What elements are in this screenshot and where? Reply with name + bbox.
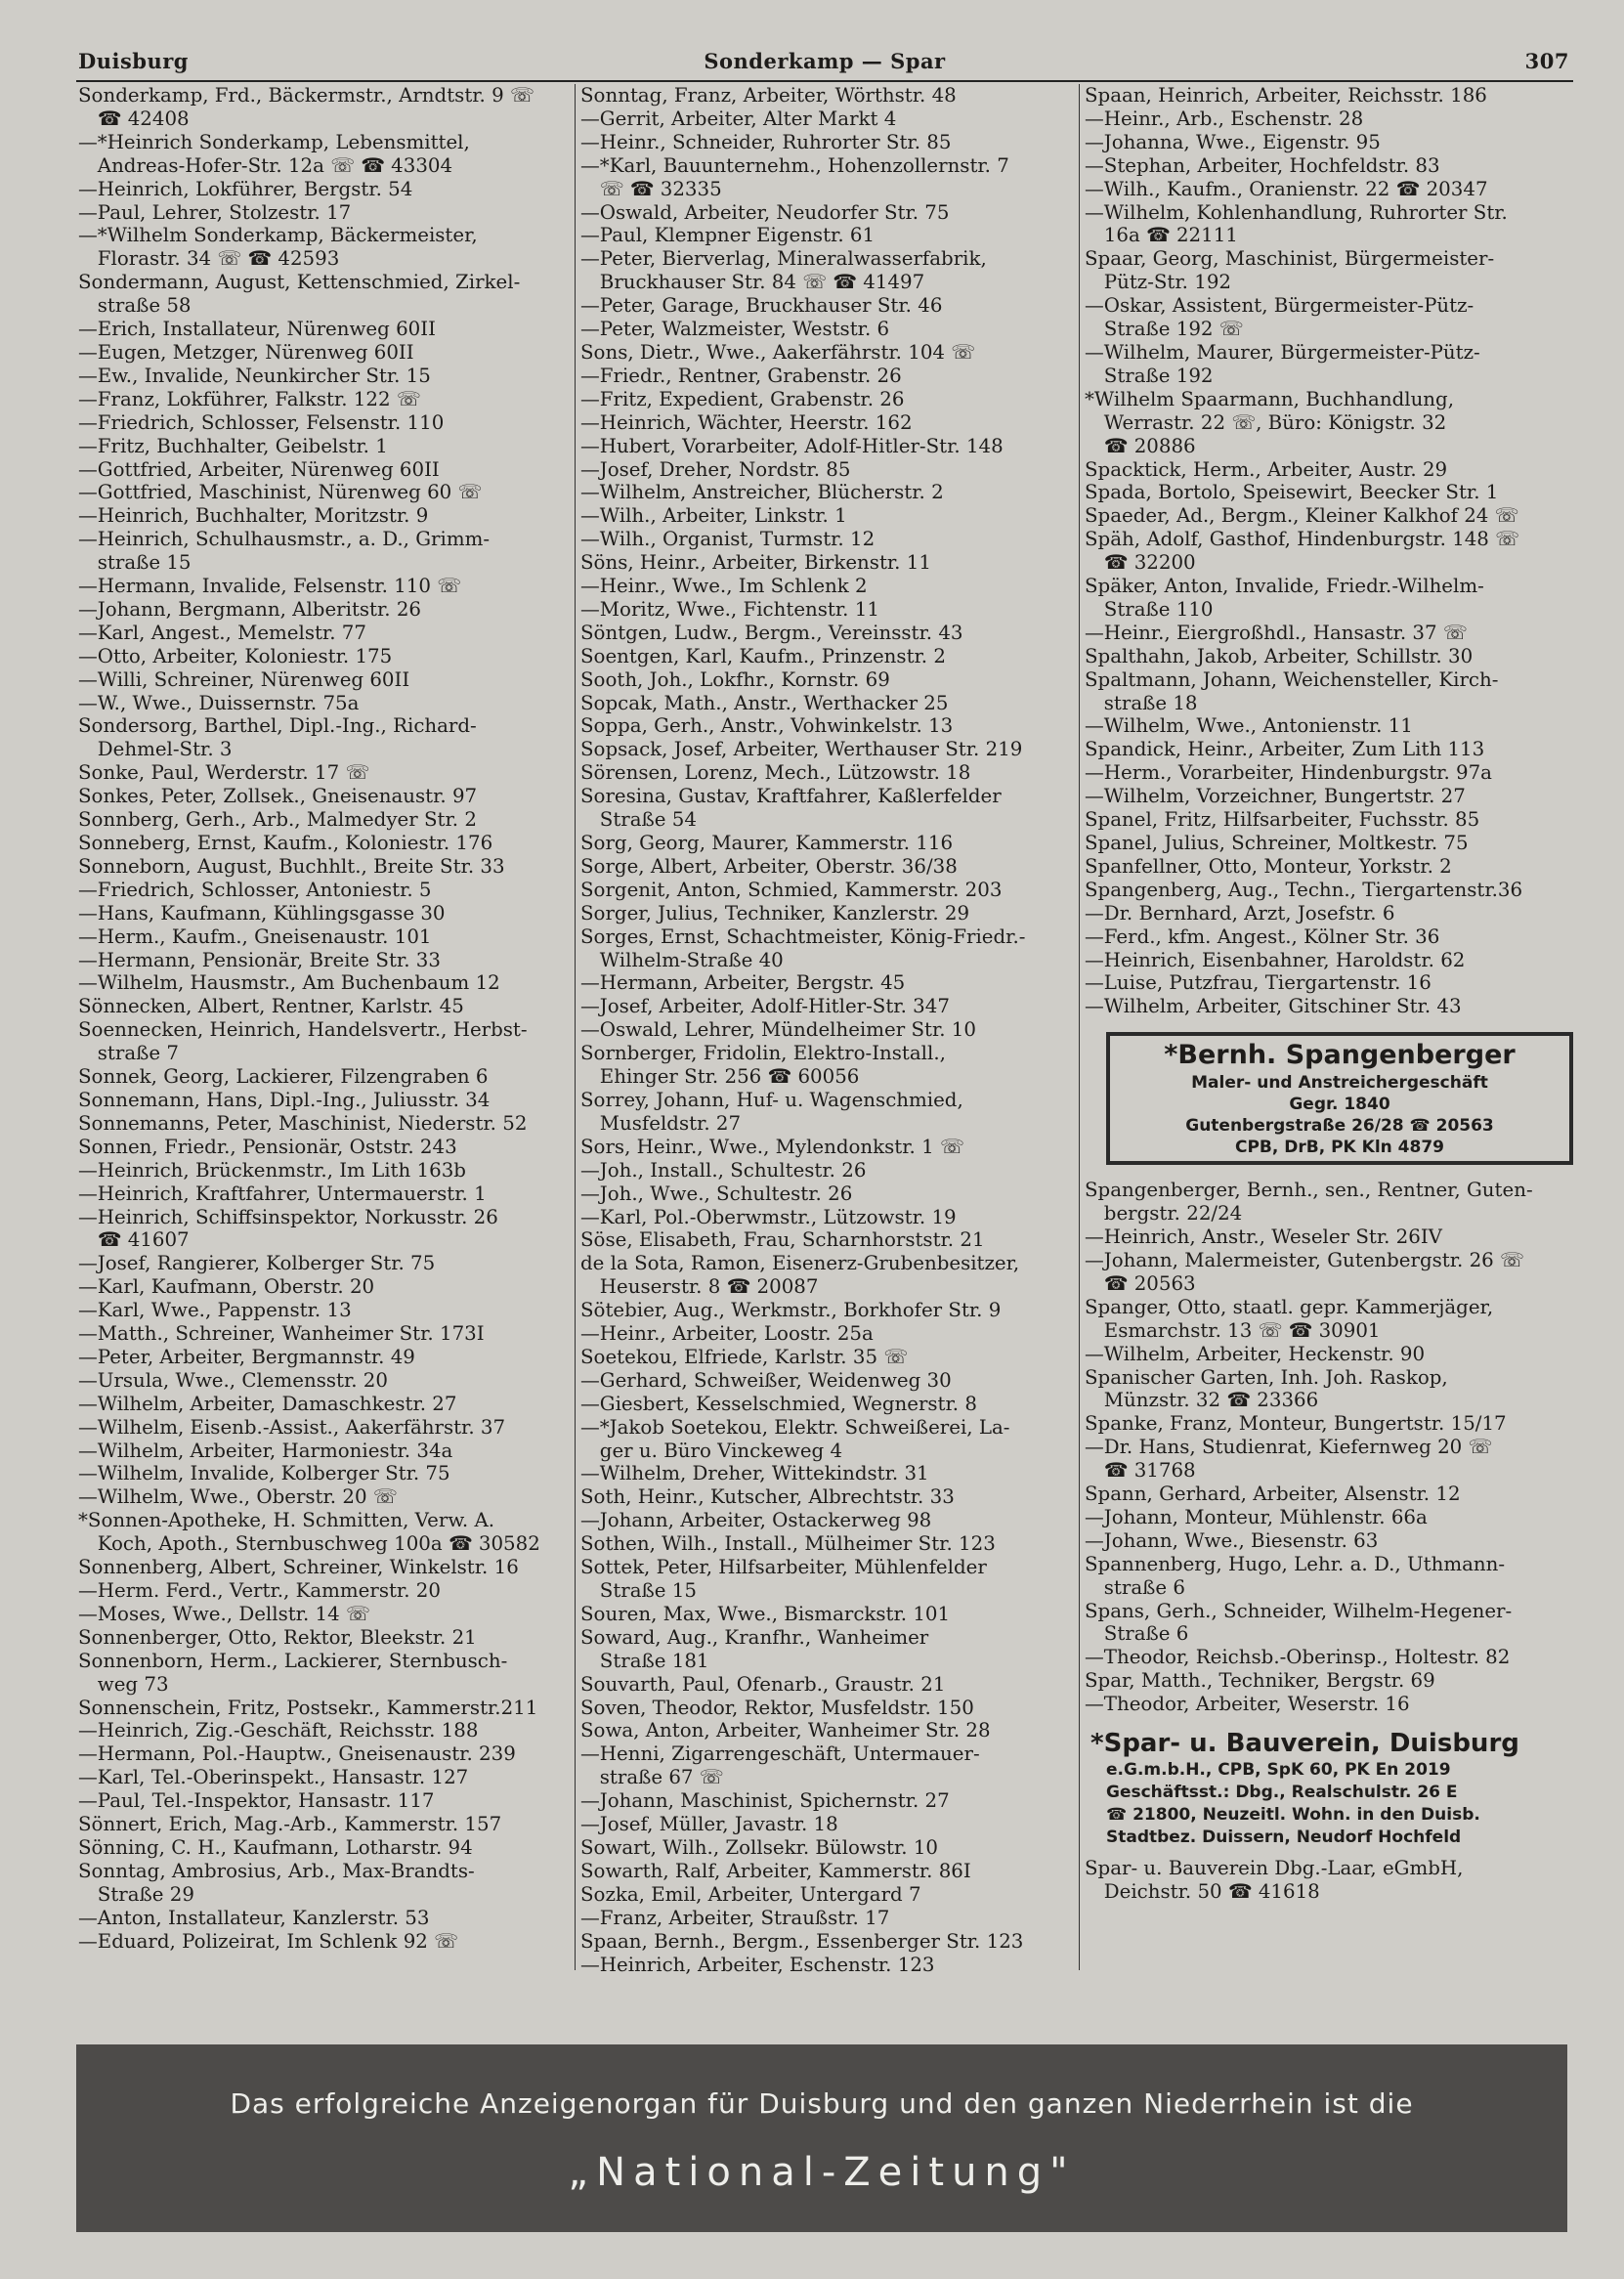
directory-entry: —Heinrich, Zig.-Geschäft, Reichsstr. 188: [78, 1719, 479, 1742]
directory-entry: Sonnek, Georg, Lackierer, Filzengraben 6: [78, 1065, 489, 1089]
directory-entry: —Heinr., Eiergroßhdl., Hansastr. 37 ☏: [1085, 621, 1468, 644]
directory-entry: ☎ 20886: [1085, 434, 1196, 457]
directory-entry: —*Heinrich Sonderkamp, Lebensmittel,: [78, 130, 470, 153]
directory-entry: Sorg, Georg, Maurer, Kammerstr. 116: [580, 832, 954, 854]
directory-entry: Soven, Theodor, Rektor, Musfeldstr. 150: [580, 1696, 974, 1719]
directory-entry: Spanger, Otto, staatl. gepr. Kammerjäger,: [1085, 1295, 1494, 1318]
directory-entry: Straße 6: [1085, 1622, 1189, 1646]
directory-entry: —Heinr., Schneider, Ruhrorter Str. 85: [580, 130, 952, 153]
directory-entry: —Wilh., Arbeiter, Linkstr. 1: [580, 504, 847, 528]
directory-entry: —Wilhelm, Arbeiter, Gitschiner Str. 43: [1085, 995, 1462, 1018]
directory-entry: —Johann, Malermeister, Gutenbergstr. 26 ☏: [1085, 1248, 1524, 1271]
column-2: [580, 84, 1077, 1976]
directory-entry: —Johann, Wwe., Biesenstr. 63: [1085, 1528, 1379, 1552]
directory-entry: Straße 192 ☏: [1085, 318, 1244, 341]
directory-entry: Straße 192: [1085, 364, 1214, 387]
directory-entry: Souvarth, Paul, Ofenarb., Graustr. 21: [580, 1672, 946, 1696]
directory-entry: Soetekou, Elfriede, Karlstr. 35 ☏: [580, 1345, 909, 1368]
column-3-entries-a: [1085, 84, 1583, 1018]
directory-entry: straße 18: [1085, 691, 1198, 714]
directory-entry: ☎ 41607: [78, 1228, 190, 1252]
directory-entry: Sopsack, Josef, Arbeiter, Werthauser Str. 219: [580, 738, 1023, 761]
directory-entry: —Wilhelm, Dreher, Wittekindstr. 31: [580, 1462, 929, 1485]
directory-entry: —Wilhelm, Anstreicher, Blücherstr. 2: [580, 481, 944, 504]
directory-entry: —Josef, Dreher, Nordstr. 85: [580, 457, 851, 481]
directory-entry: 16a ☎ 22111: [1085, 224, 1238, 247]
directory-entry: Sönnert, Erich, Mag.-Arb., Kammerstr. 157: [78, 1813, 502, 1836]
directory-entry: —Wilhelm, Invalide, Kolberger Str. 75: [78, 1462, 450, 1485]
directory-entry: —Fritz, Expedient, Grabenstr. 26: [580, 387, 905, 410]
directory-entry: Dehmel-Str. 3: [78, 738, 233, 761]
directory-entry: —Joh., Install., Schultestr. 26: [580, 1158, 867, 1182]
directory-entry: —Josef, Arbeiter, Adolf-Hitler-Str. 347: [580, 995, 950, 1018]
directory-entry: ger u. Büro Vinckeweg 4: [580, 1439, 843, 1462]
ad-line: Gutenbergstraße 26/28 ☎ 20563: [1185, 1116, 1494, 1137]
directory-entry: Sornberger, Fridolin, Elektro-Install.,: [580, 1042, 946, 1065]
directory-entry: —Ew., Invalide, Neunkircher Str. 15: [78, 364, 431, 387]
directory-entry: Soward, Aug., Kranfhr., Wanheimer: [580, 1625, 929, 1649]
directory-entry: —Dr. Bernhard, Arzt, Josefstr. 6: [1085, 901, 1395, 924]
directory-entry: straße 58: [78, 294, 192, 318]
directory-entry: —Wilh., Kaufm., Oranienstr. 22 ☎ 20347: [1085, 177, 1488, 200]
directory-entry: —Peter, Garage, Bruckhauser Str. 46: [580, 294, 943, 318]
directory-entry: —Friedrich, Schlosser, Antoniestr. 5: [78, 878, 432, 901]
directory-entry: Florastr. 34 ☏ ☎ 42593: [78, 247, 340, 271]
column-divider-2: [1079, 84, 1080, 1970]
directory-entry: Koch, Apoth., Sternbuschweg 100a ☎ 30582: [78, 1532, 540, 1556]
directory-entry: Spann, Gerhard, Arbeiter, Alsenstr. 12: [1085, 1483, 1461, 1506]
directory-entry: Spanke, Franz, Monteur, Bungertstr. 15/17: [1085, 1412, 1507, 1436]
directory-entry: Sonnen, Friedr., Pensionär, Oststr. 243: [78, 1135, 457, 1158]
directory-entry: Spar, Matth., Techniker, Bergstr. 69: [1085, 1669, 1435, 1693]
directory-entry: Sonneborn, August, Buchhlt., Breite Str. 33: [78, 854, 505, 878]
directory-entry: Andreas-Hofer-Str. 12a ☏ ☎ 43304: [78, 153, 453, 177]
directory-entry: Söntgen, Ludw., Bergm., Vereinsstr. 43: [580, 621, 963, 644]
directory-entry: Werrastr. 22 ☏, Büro: Königstr. 32: [1085, 410, 1447, 434]
directory-entry: *Wilhelm Spaarmann, Buchhandlung,: [1085, 387, 1454, 410]
directory-entry: —Matth., Schreiner, Wanheimer Str. 173I: [78, 1322, 485, 1346]
directory-entry: —Gottfried, Maschinist, Nürenweg 60 ☏: [78, 481, 483, 504]
directory-entry: —Peter, Arbeiter, Bergmannstr. 49: [78, 1345, 415, 1368]
directory-entry: Spangenberg, Aug., Techn., Tiergartenstr.36: [1085, 878, 1523, 901]
directory-entry: —Wilhelm, Arbeiter, Damaschkestr. 27: [78, 1392, 457, 1415]
ad-line: Geschäftsst.: Dbg., Realschulstr. 26 E: [1106, 1783, 1458, 1803]
directory-entry: —Wilhelm, Eisenb.-Assist., Aakerfährstr. 37: [78, 1415, 506, 1439]
directory-entry: —Friedrich, Schlosser, Felsenstr. 110: [78, 410, 445, 434]
directory-entry: —Anton, Installateur, Kanzlerstr. 53: [78, 1906, 430, 1929]
directory-entry: Sowa, Anton, Arbeiter, Wanheimer Str. 28: [580, 1719, 991, 1742]
directory-entry: Sorges, Ernst, Schachtmeister, König-Friedr.-: [580, 924, 1026, 948]
directory-entry: Deichstr. 50 ☎ 41618: [1085, 1880, 1320, 1903]
directory-entry: —Heinrich, Wächter, Heerstr. 162: [580, 410, 913, 434]
ad-title: *Spar- u. Bauverein, Duisburg: [1090, 1729, 1519, 1759]
directory-entry: Spans, Gerh., Schneider, Wilhelm-Hegener-: [1085, 1599, 1513, 1622]
directory-entry: Esmarchstr. 13 ☏ ☎ 30901: [1085, 1318, 1381, 1342]
directory-entry: —Peter, Walzmeister, Weststr. 6: [580, 318, 890, 341]
directory-entry: Spaan, Bernh., Bergm., Essenberger Str. 123: [580, 1929, 1024, 1953]
ad-line: e.G.m.b.H., CPB, SpK 60, PK En 2019: [1106, 1760, 1451, 1781]
directory-entry: —Peter, Bierverlag, Mineralwasserfabrik,: [580, 247, 987, 271]
ad-line: Maler- und Anstreichergeschäft: [1191, 1073, 1488, 1094]
directory-entry: Straße 181: [580, 1649, 709, 1672]
directory-entry: —Wilhelm, Kohlenhandlung, Ruhrorter Str.: [1085, 200, 1508, 224]
directory-entry: Sonnenschein, Fritz, Postsekr., Kammerstr.211: [78, 1696, 538, 1719]
directory-entry: straße 15: [78, 551, 192, 575]
directory-entry: —Heinrich, Anstr., Weseler Str. 26IV: [1085, 1226, 1442, 1249]
directory-entry: —*Karl, Bauunternehm., Hohenzollernstr. 7: [580, 153, 1009, 177]
directory-entry: —Ferd., kfm. Angest., Kölner Str. 36: [1085, 924, 1440, 948]
directory-entry: Sondermann, August, Kettenschmied, Zirkel-: [78, 271, 521, 294]
directory-entry: —Karl, Kaufmann, Oberstr. 20: [78, 1275, 375, 1299]
directory-entry: —Herm. Ferd., Vertr., Kammerstr. 20: [78, 1579, 441, 1602]
column-3-entries-c: [1085, 1857, 1583, 1904]
directory-entry: Spanfellner, Otto, Monteur, Yorkstr. 2: [1085, 854, 1452, 878]
directory-entry: Sonneberg, Ernst, Kaufm., Koloniestr. 176: [78, 832, 493, 854]
directory-entry: —Karl, Tel.-Oberinspekt., Hansastr. 127: [78, 1766, 469, 1789]
directory-entry: —Wilhelm, Hausmstr., Am Buchenbaum 12: [78, 971, 500, 995]
directory-entry: Musfeldstr. 27: [580, 1111, 742, 1135]
directory-entry: —Johann, Monteur, Mühlenstr. 66a: [1085, 1505, 1428, 1528]
directory-entry: —Oswald, Lehrer, Mündelheimer Str. 10: [580, 1018, 976, 1042]
directory-entry: de la Sota, Ramon, Eisenerz-Grubenbesitzer,: [580, 1252, 1020, 1275]
directory-entry: Spaan, Heinrich, Arbeiter, Reichsstr. 186: [1085, 84, 1487, 107]
directory-entry: —Gerrit, Arbeiter, Alter Markt 4: [580, 107, 897, 130]
directory-entry: Sorgenit, Anton, Schmied, Kammerstr. 203: [580, 878, 1003, 901]
directory-entry: Späh, Adolf, Gasthof, Hindenburgstr. 148 ☏: [1085, 528, 1519, 551]
directory-entry: —Hermann, Pensionär, Breite Str. 33: [78, 948, 441, 971]
directory-entry: Spar- u. Bauverein Dbg.-Laar, eGmbH,: [1085, 1857, 1464, 1880]
directory-entry: —Hermann, Pol.-Hauptw., Gneisenaustr. 239: [78, 1742, 516, 1766]
column-1: [78, 84, 567, 1954]
directory-entry: Straße 110: [1085, 597, 1214, 621]
directory-entry: Sonkes, Peter, Zollsek., Gneisenaustr. 97: [78, 785, 478, 808]
advertisement-spar-bauverein: [1085, 1728, 1583, 1849]
directory-entry: —Hermann, Arbeiter, Bergstr. 45: [580, 971, 906, 995]
directory-entry: Sozka, Emil, Arbeiter, Untergard 7: [580, 1882, 921, 1906]
directory-entry: Späker, Anton, Invalide, Friedr.-Wilhelm-: [1085, 575, 1484, 598]
directory-entry: Sothen, Wilh., Install., Mülheimer Str. 123: [580, 1532, 996, 1556]
directory-entry: —Oswald, Arbeiter, Neudorfer Str. 75: [580, 200, 950, 224]
banner-newspaper-name: „National-Zeitung": [568, 2150, 1076, 2195]
directory-entry: —Heinr., Arb., Eschenstr. 28: [1085, 107, 1364, 130]
directory-entry: Spacktick, Herm., Arbeiter, Austr. 29: [1085, 457, 1448, 481]
directory-entry: ☎ 42408: [78, 107, 190, 130]
national-zeitung-banner: [76, 2044, 1567, 2232]
directory-entry: Sötebier, Aug., Werkmstr., Borkhofer Str. 9: [580, 1299, 1002, 1322]
directory-entry: —Stephan, Arbeiter, Hochfeldstr. 83: [1085, 153, 1440, 177]
directory-entry: Sonntag, Franz, Arbeiter, Wörthstr. 48: [580, 84, 957, 107]
directory-entry: Spaar, Georg, Maschinist, Bürgermeister-: [1085, 247, 1495, 271]
directory-entry: —Heinr., Wwe., Im Schlenk 2: [580, 575, 868, 598]
directory-entry: —Heinrich, Schiffsinspektor, Norkusstr. 26: [78, 1205, 498, 1228]
column-3-entries-b: [1085, 1179, 1583, 1716]
directory-entry: Münzstr. 32 ☎ 23366: [1085, 1389, 1319, 1412]
directory-entry: Sonderkamp, Frd., Bäckermstr., Arndtstr. 9 ☏: [78, 84, 534, 107]
directory-entry: Heuserstr. 8 ☎ 20087: [580, 1275, 819, 1299]
directory-entry: Sowarth, Ralf, Arbeiter, Kammerstr. 86I: [580, 1859, 971, 1882]
ad-line: Stadtbez. Duissern, Neudorf Hochfeld: [1106, 1828, 1462, 1848]
directory-entry: —Fritz, Buchhalter, Geibelstr. 1: [78, 434, 388, 457]
directory-entry: —Heinrich, Schulhausmstr., a. D., Grimm-: [78, 528, 491, 551]
directory-entry: —Wilhelm, Wwe., Antonienstr. 11: [1085, 714, 1413, 738]
directory-entry: Bruckhauser Str. 84 ☏ ☎ 41497: [580, 271, 925, 294]
directory-entry: ☎ 20563: [1085, 1271, 1196, 1295]
directory-entry: ☎ 32200: [1085, 551, 1196, 575]
directory-entry: Sottek, Peter, Hilfsarbeiter, Mühlenfelder: [580, 1556, 987, 1579]
directory-entry: Sowart, Wilh., Zollsekr. Bülowstr. 10: [580, 1835, 938, 1859]
directory-entry: —Johann, Arbeiter, Ostackerweg 98: [580, 1509, 932, 1532]
directory-entry: —Wilhelm, Wwe., Oberstr. 20 ☏: [78, 1485, 398, 1509]
banner-text: Das erfolgreiche Anzeigenorgan für Duisburg und den ganzen Niederrhein ist die: [230, 2087, 1414, 2120]
directory-entry: —Eugen, Metzger, Nürenweg 60II: [78, 340, 414, 364]
directory-entry: Soennecken, Heinrich, Handelsvertr., Herbst-: [78, 1018, 528, 1042]
directory-entry: —Heinrich, Eisenbahner, Haroldstr. 62: [1085, 948, 1466, 971]
directory-entry: Soth, Heinr., Kutscher, Albrechtstr. 33: [580, 1485, 955, 1509]
directory-entry: —Karl, Wwe., Pappenstr. 13: [78, 1299, 352, 1322]
directory-entry: —Johann, Maschinist, Spichernstr. 27: [580, 1789, 950, 1813]
directory-entry: Söse, Elisabeth, Frau, Scharnhorststr. 21: [580, 1228, 985, 1252]
directory-entry: Spangenberger, Bernh., sen., Rentner, Guten-: [1085, 1179, 1533, 1202]
directory-entry: —Joh., Wwe., Schultestr. 26: [580, 1182, 853, 1205]
directory-entry: —Theodor, Reichsb.-Oberinsp., Holtestr. 82: [1085, 1646, 1511, 1669]
directory-entry: —Wilhelm, Arbeiter, Heckenstr. 90: [1085, 1342, 1426, 1365]
directory-entry: —Friedr., Rentner, Grabenstr. 26: [580, 364, 902, 387]
directory-entry: —Karl, Pol.-Oberwmstr., Lützowstr. 19: [580, 1205, 957, 1228]
directory-entry: Sönning, C. H., Kaufmann, Lotharstr. 94: [78, 1835, 473, 1859]
directory-entry: —Giesbert, Kesselschmied, Wegnerstr. 8: [580, 1392, 977, 1415]
directory-entry: —Oskar, Assistent, Bürgermeister-Pütz-: [1085, 294, 1474, 318]
directory-entry: Straße 15: [580, 1579, 697, 1602]
directory-entry: —Erich, Installateur, Nürenweg 60II: [78, 318, 436, 341]
column-divider-1: [575, 84, 576, 1970]
directory-entry: Sondersorg, Barthel, Dipl.-Ing., Richard-: [78, 714, 477, 738]
directory-entry: —Heinrich, Kraftfahrer, Untermauerstr. 1: [78, 1182, 487, 1205]
directory-entry: —Josef, Rangierer, Kolberger Str. 75: [78, 1252, 436, 1275]
directory-entry: Sonnemanns, Peter, Maschinist, Niederstr. 52: [78, 1111, 528, 1135]
page-header: [76, 49, 1573, 82]
directory-entry: ☎ 31768: [1085, 1459, 1196, 1483]
directory-entry: —Theodor, Arbeiter, Weserstr. 16: [1085, 1693, 1410, 1716]
directory-entry: —Ursula, Wwe., Clemensstr. 20: [78, 1368, 388, 1392]
directory-entry: Spandick, Heinr., Arbeiter, Zum Lith 113: [1085, 738, 1485, 761]
directory-entry: Sonnenborn, Herm., Lackierer, Sternbusch-: [78, 1649, 508, 1672]
directory-entry: Spada, Bortolo, Speisewirt, Beecker Str. 1: [1085, 481, 1499, 504]
directory-entry: —*Jakob Soetekou, Elektr. Schweißerei, La-: [580, 1415, 1010, 1439]
directory-entry: Sorrey, Johann, Huf- u. Wagenschmied,: [580, 1088, 963, 1111]
directory-entry: Soresina, Gustav, Kraftfahrer, Kaßlerfelder: [580, 785, 1002, 808]
directory-entry: Wilhelm-Straße 40: [580, 948, 784, 971]
directory-entry: weg 73: [78, 1672, 169, 1696]
directory-entry: Souren, Max, Wwe., Bismarckstr. 101: [580, 1602, 951, 1625]
directory-entry: —Wilh., Organist, Turmstr. 12: [580, 528, 876, 551]
directory-entry: —Henni, Zigarrengeschäft, Untermauer-: [580, 1742, 980, 1766]
directory-entry: Pütz-Str. 192: [1085, 271, 1232, 294]
ad-line: ☎ 21800, Neuzeitl. Wohn. in den Duisb.: [1106, 1805, 1480, 1826]
ad-line: CPB, DrB, PK Kln 4879: [1235, 1138, 1444, 1158]
directory-entry: Ehinger Str. 256 ☎ 60056: [580, 1065, 860, 1089]
directory-entry: Söns, Heinr., Arbeiter, Birkenstr. 11: [580, 551, 931, 575]
directory-entry: —Hubert, Vorarbeiter, Adolf-Hitler-Str. 148: [580, 434, 1004, 457]
page-number: 307: [1524, 49, 1569, 73]
directory-entry: —*Wilhelm Sonderkamp, Bäckermeister,: [78, 224, 478, 247]
directory-entry: —Franz, Lokführer, Falkstr. 122 ☏: [78, 387, 421, 410]
directory-entry: —W., Wwe., Duissernstr. 75a: [78, 691, 360, 714]
directory-entry: —Paul, Tel.-Inspektor, Hansastr. 117: [78, 1789, 435, 1813]
advertisement-spangenberger: [1106, 1032, 1573, 1165]
directory-entry: —Wilhelm, Arbeiter, Harmoniestr. 34a: [78, 1439, 453, 1462]
column-3: [1085, 84, 1583, 1904]
directory-entry: —Otto, Arbeiter, Koloniestr. 175: [78, 644, 393, 667]
directory-entry: —Paul, Lehrer, Stolzestr. 17: [78, 200, 352, 224]
directory-entry: —Hermann, Invalide, Felsenstr. 110 ☏: [78, 575, 461, 598]
directory-entry: —Karl, Angest., Memelstr. 77: [78, 621, 366, 644]
directory-entry: straße 6: [1085, 1575, 1185, 1599]
directory-entry: —Herm., Kaufm., Gneisenaustr. 101: [78, 924, 432, 948]
directory-entry: Spalthahn, Jakob, Arbeiter, Schillstr. 30: [1085, 644, 1474, 667]
directory-entry: —Moritz, Wwe., Fichtenstr. 11: [580, 597, 879, 621]
directory-entry: —Hans, Kaufmann, Kühlingsgasse 30: [78, 901, 446, 924]
directory-entry: Straße 29: [78, 1882, 194, 1906]
directory-entry: bergstr. 22/24: [1085, 1202, 1243, 1226]
directory-entry: Spannenberg, Hugo, Lehr. a. D., Uthmann-: [1085, 1552, 1506, 1575]
directory-entry: straße 7: [78, 1042, 179, 1065]
ad-line: Gegr. 1840: [1289, 1095, 1390, 1115]
directory-entry: —Johanna, Wwe., Eigenstr. 95: [1085, 130, 1381, 153]
directory-entry: Sonnenberg, Albert, Schreiner, Winkelstr. 16: [78, 1556, 519, 1579]
directory-entry: Soppa, Gerh., Anstr., Vohwinkelstr. 13: [580, 714, 954, 738]
directory-entry: —Dr. Hans, Studienrat, Kiefernweg 20 ☏: [1085, 1436, 1493, 1459]
directory-entry: Straße 54: [580, 808, 697, 832]
directory-entry: —Willi, Schreiner, Nürenweg 60II: [78, 667, 410, 691]
directory-entry: —Wilhelm, Vorzeichner, Bungertstr. 27: [1085, 785, 1466, 808]
header-range: Sonderkamp — Spar: [704, 49, 946, 73]
directory-entry: Sonnemann, Hans, Dipl.-Ing., Juliusstr. 34: [78, 1088, 491, 1111]
directory-entry: —Luise, Putzfrau, Tiergartenstr. 16: [1085, 971, 1432, 995]
directory-entry: —Moses, Wwe., Dellstr. 14 ☏: [78, 1602, 370, 1625]
directory-entry: Sopcak, Math., Anstr., Werthacker 25: [580, 691, 949, 714]
directory-entry: —Herm., Vorarbeiter, Hindenburgstr. 97a: [1085, 761, 1492, 785]
directory-entry: —Paul, Klempner Eigenstr. 61: [580, 224, 876, 247]
directory-entry: —Heinrich, Lokführer, Bergstr. 54: [78, 177, 413, 200]
directory-entry: Sorger, Julius, Techniker, Kanzlerstr. 29: [580, 901, 970, 924]
directory-entry: —Gerhard, Schweißer, Weidenweg 30: [580, 1368, 952, 1392]
directory-entry: straße 67 ☏: [580, 1766, 724, 1789]
directory-entry: *Sonnen-Apotheke, H. Schmitten, Verw. A.: [78, 1509, 495, 1532]
directory-entry: ☏ ☎ 32335: [580, 177, 722, 200]
directory-entry: Sooth, Joh., Lokfhr., Kornstr. 69: [580, 667, 890, 691]
directory-entry: —Heinrich, Brückenmstr., Im Lith 163b: [78, 1158, 466, 1182]
directory-entry: Sönnecken, Albert, Rentner, Karlstr. 45: [78, 995, 464, 1018]
directory-entry: Soentgen, Karl, Kaufm., Prinzenstr. 2: [580, 644, 946, 667]
directory-entry: Sons, Dietr., Wwe., Aakerfährstr. 104 ☏: [580, 340, 976, 364]
ad-title: *Bernh. Spangenberger: [1164, 1040, 1516, 1071]
directory-entry: Sors, Heinr., Wwe., Mylendonkstr. 1 ☏: [580, 1135, 964, 1158]
directory-entry: —Heinr., Arbeiter, Loostr. 25a: [580, 1322, 874, 1346]
directory-entry: Sorge, Albert, Arbeiter, Oberstr. 36/38: [580, 854, 958, 878]
directory-entry: Spaeder, Ad., Bergm., Kleiner Kalkhof 24 ☏: [1085, 504, 1519, 528]
directory-entry: Sörensen, Lorenz, Mech., Lützowstr. 18: [580, 761, 971, 785]
directory-entry: —Heinrich, Arbeiter, Eschenstr. 123: [580, 1953, 935, 1976]
directory-entry: Sonntag, Ambrosius, Arb., Max-Brandts-: [78, 1859, 475, 1882]
header-city: Duisburg: [78, 49, 189, 73]
directory-entry: —Heinrich, Buchhalter, Moritzstr. 9: [78, 504, 429, 528]
directory-entry: Sonke, Paul, Werderstr. 17 ☏: [78, 761, 370, 785]
directory-entry: Spaltmann, Johann, Weichensteller, Kirch-: [1085, 667, 1499, 691]
directory-entry: Spanischer Garten, Inh. Joh. Raskop,: [1085, 1365, 1448, 1389]
directory-entry: Sonnberg, Gerh., Arb., Malmedyer Str. 2: [78, 808, 477, 832]
directory-entry: Spanel, Fritz, Hilfsarbeiter, Fuchsstr. 85: [1085, 808, 1480, 832]
directory-entry: —Johann, Bergmann, Alberitstr. 26: [78, 597, 422, 621]
directory-entry: —Franz, Arbeiter, Straußstr. 17: [580, 1906, 890, 1929]
directory-entry: —Josef, Müller, Javastr. 18: [580, 1813, 838, 1836]
directory-entry: Spanel, Julius, Schreiner, Moltkestr. 75: [1085, 832, 1469, 854]
directory-entry: —Eduard, Polizeirat, Im Schlenk 92 ☏: [78, 1929, 458, 1953]
directory-entry: —Gottfried, Arbeiter, Nürenweg 60II: [78, 457, 440, 481]
directory-entry: Sonnenberger, Otto, Rektor, Bleekstr. 21: [78, 1625, 477, 1649]
directory-entry: —Wilhelm, Maurer, Bürgermeister-Pütz-: [1085, 340, 1480, 364]
